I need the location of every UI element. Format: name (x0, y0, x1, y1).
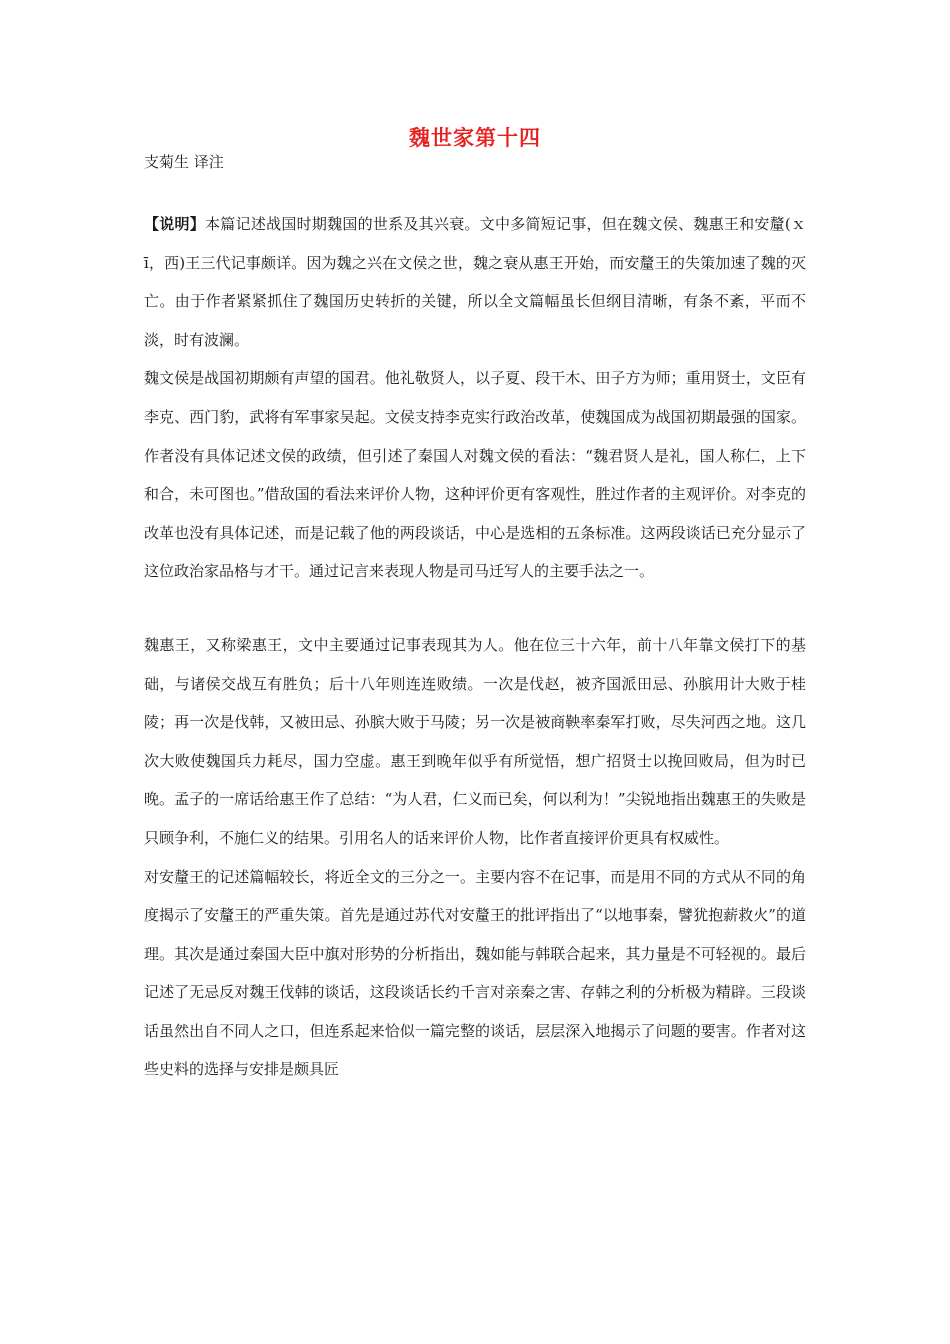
author-byline: 支菊生 译注 (144, 153, 224, 171)
document-body (144, 205, 806, 1089)
intro-lead-label: 【说明】 (144, 215, 206, 233)
paragraph-hui-wang: 魏惠王，又称梁惠王，文中主要通过记事表现其为人。他在位三十六年，前十八年靠文侯打下的基础，与诸侯交战互有胜负；后十八年则连连败绩。一次是伐赵，被齐国派田忌、孙膑用计大败于桂陵；再一次是伐韩，又被田忌、孙膑大败于马陵；另一次是被商鞅率秦军打败，尽失河西之地。这几次大败使魏国兵力耗尽，国力空虚。惠王到晚年似乎有所觉悟，想广招贤士以挽回败局，但为时已晚。孟子的一席话给惠王作了总结：“为人君，仁义而已矣，何以利为！”尖锐地指出魏惠王的失败是只顾争利，不施仁义的结果。引用名人的话来评价人物，比作者直接评价更具有权威性。 (144, 635, 806, 847)
paragraph-anli-wang: 对安釐王的记述篇幅较长，将近全文的三分之一。主要内容不在记事，而是用不同的方式从不同的角度揭示了安釐王的严重失策。首先是通过苏代对安釐王的批评指出了“以地事秦，譬犹抱薪救火”的道理。其次是通过秦国大臣中旗对形势的分析指出，魏如能与韩联合起来，其力量是不可轻视的。最后记述了无忌反对魏王伐韩的谈话，这段谈话长约千言对亲秦之害、存韩之利的分析极为精辟。三段谈话虽然出自不同人之口，但连系起来恰似一篇完整的谈话，层层深入地揭示了问题的要害。作者对这些史料的选择与安排是颇具匠 (144, 867, 806, 1079)
paragraph-gap (144, 591, 806, 626)
page-title: 魏世家第十四 (409, 126, 541, 150)
intro-text: 本篇记述战国时期魏国的世系及其兴衰。文中多简短记事，但在魏文侯、魏惠王和安釐(ｘī，西)王三代记事颇详。因为魏之兴在文侯之世，魏之衰从惠王开始，而安釐王的失策加速了魏的灭亡。由于作者紧紧抓住了魏国历史转折的关键，所以全文篇幅虽长但纲目清晰，有条不紊，平而不淡，时有波澜。 (144, 215, 806, 349)
intro-paragraph (144, 205, 806, 359)
paragraph-wen-hou: 魏文侯是战国初期颇有声望的国君。他礼敬贤人，以子夏、段干木、田子方为师；重用贤士，文臣有李克、西门豹，武将有军事家吴起。文侯支持李克实行政治改革，使魏国成为战国初期最强的国家。作者没有具体记述文侯的政绩，但引述了秦国人对魏文侯的看法：“魏君贤人是礼，国人称仁，上下和合，未可图也。”借敌国的看法来评价人物，这种评价更有客观性，胜过作者的主观评价。对李克的改革也没有具体记述，而是记载了他的两段谈话，中心是选相的五条标准。这两段谈话已充分显示了这位政治家品格与才干。通过记言来表现人物是司马迁写人的主要手法之一。 (144, 369, 806, 581)
